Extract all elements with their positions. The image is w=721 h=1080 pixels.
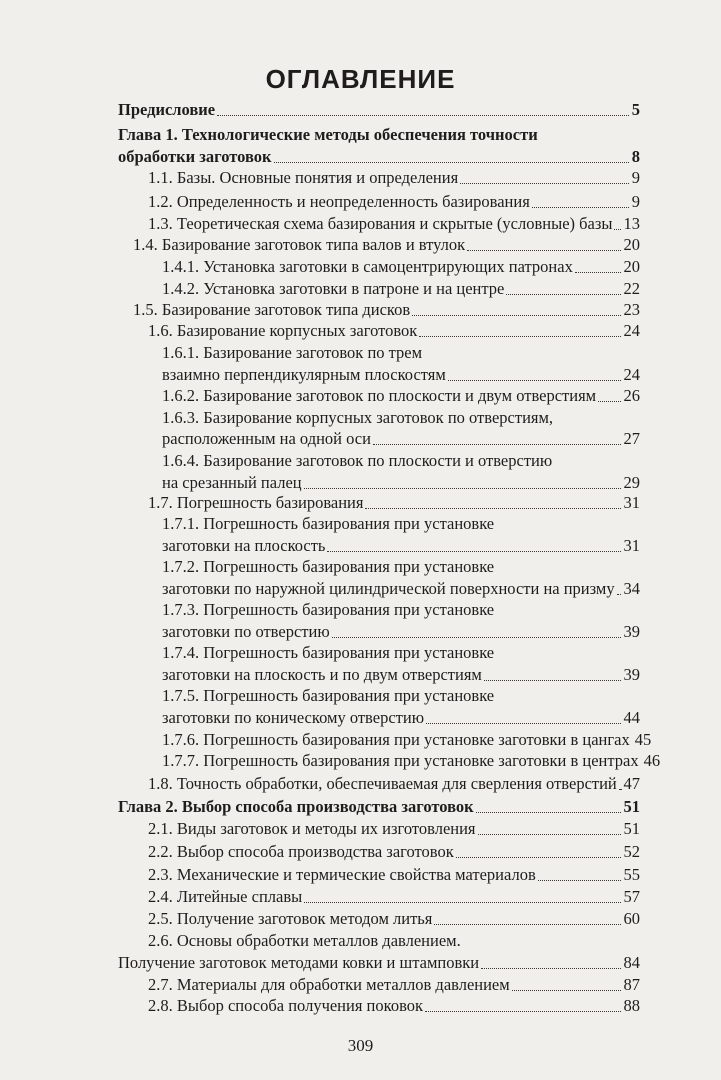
toc-entry-text: 1.4.2. Установка заготовки в патроне и на центре <box>162 279 505 298</box>
toc-entry <box>118 796 640 818</box>
toc-entry-text: Глава 1. Технологические методы обеспечения точности <box>118 125 538 144</box>
toc-entry-page: 87 <box>623 975 640 994</box>
toc-entry <box>162 664 640 686</box>
toc-entry <box>148 995 640 1017</box>
toc-leader-dots <box>506 294 620 295</box>
toc-leader-dots <box>598 401 620 402</box>
toc-entry-text: 1.4. Базирование заготовок типа валов и втулок <box>133 235 466 254</box>
toc-entry-text: 1.7.3. Погрешность базирования при установке <box>162 600 495 619</box>
toc-entry-text: 1.1. Базы. Основные понятия и определения <box>148 168 459 187</box>
toc-leader-dots <box>619 789 621 790</box>
toc-entry <box>162 513 494 535</box>
toc-entry-text: 2.4. Литейные сплавы <box>148 887 303 906</box>
toc-entry <box>162 364 640 386</box>
toc-entry <box>148 886 640 908</box>
toc-entry <box>118 99 640 121</box>
toc-leader-dots <box>327 551 620 552</box>
toc-entry-page: 22 <box>623 279 640 298</box>
toc-entry-text: Глава 2. Выбор способа производства заготовок <box>118 797 474 816</box>
toc-leader-dots <box>538 880 621 881</box>
toc-entry-text: 1.2. Определенность и неопределенность базирования <box>148 192 530 211</box>
toc-entry <box>148 320 640 342</box>
toc-entry-text: 2.8. Выбор способа получения поковок <box>148 996 424 1015</box>
toc-entry <box>148 773 640 795</box>
toc-entry-text: 1.7. Погрешность базирования <box>148 493 364 512</box>
toc-entry <box>162 407 553 429</box>
toc-leader-dots <box>274 162 629 163</box>
toc-entry-text: заготовки по коническому отверстию <box>162 708 425 727</box>
toc-entry <box>162 578 640 600</box>
toc-leader-dots <box>412 315 620 316</box>
toc-entry-text: 1.6. Базирование корпусных заготовок <box>148 321 418 340</box>
toc-entry-text: 1.4.1. Установка заготовки в самоцентрирующих патронах <box>162 257 573 276</box>
toc-entry-text: 1.6.4. Базирование заготовок по плоскости и отверстию <box>162 451 553 470</box>
toc-entry-text: 1.5. Базирование заготовок типа дисков <box>133 300 411 319</box>
toc-entry-page: 8 <box>631 147 640 166</box>
toc-leader-dots <box>425 1011 620 1012</box>
toc-leader-dots <box>484 680 621 681</box>
toc-entry-text: 2.3. Механические и термические свойства материалов <box>148 865 536 884</box>
toc-leader-dots <box>512 990 621 991</box>
toc-entry-text: 1.7.7. Погрешность базирования при установке заготовки в центрах <box>162 751 639 770</box>
toc-entry-text: 2.6. Основы обработки металлов давлением. <box>148 931 461 950</box>
toc-entry <box>162 621 640 643</box>
toc-entry-text: 1.7.5. Погрешность базирования при установке <box>162 686 495 705</box>
toc-entry-page: 84 <box>623 953 640 972</box>
toc-leader-dots <box>617 594 621 595</box>
toc-entry <box>148 492 640 514</box>
toc-entry-text: 2.2. Выбор способа производства заготовок <box>148 842 454 861</box>
toc-entry <box>148 974 640 996</box>
toc-entry-text: 1.6.3. Базирование корпусных заготовок по отверстиям, <box>162 408 554 427</box>
toc-entry <box>148 167 640 189</box>
toc-entry-page: 24 <box>623 365 640 384</box>
toc-entry-page: 47 <box>623 774 640 793</box>
toc-entry-page: 45 <box>634 730 652 749</box>
toc-entry-page: 34 <box>623 579 640 598</box>
toc-leader-dots <box>467 250 620 251</box>
toc-entry <box>162 707 640 729</box>
toc-entry <box>162 472 640 494</box>
toc-entry-text: заготовки по отверстию <box>162 622 330 641</box>
toc-entry-text: 1.8. Точность обработки, обеспечиваемая для сверления отверстий <box>148 774 617 793</box>
toc-entry-page: 31 <box>623 536 640 555</box>
toc-entry <box>133 234 640 256</box>
page-title: ОГЛАВЛЕНИЕ <box>265 64 456 94</box>
toc-entry <box>162 642 494 664</box>
toc-entry-text: 2.7. Материалы для обработки металлов давлением <box>148 975 510 994</box>
toc-leader-dots <box>456 857 621 858</box>
toc-leader-dots <box>419 336 620 337</box>
toc-leader-dots <box>476 812 621 813</box>
page-number: 309 <box>347 1036 374 1055</box>
toc-entry-page: 55 <box>623 865 640 884</box>
toc-entry <box>162 599 494 621</box>
toc-entry-page: 52 <box>623 842 640 861</box>
toc-leader-dots <box>460 183 629 184</box>
toc-leader-dots <box>373 444 621 445</box>
toc-entry <box>118 124 538 146</box>
toc-leader-dots <box>532 207 629 208</box>
toc-entry-text: 2.5. Получение заготовок методом литья <box>148 909 433 928</box>
toc-entry-text: 1.7.4. Погрешность базирования при установке <box>162 643 495 662</box>
toc-leader-dots <box>575 272 621 273</box>
toc-entry <box>162 342 422 364</box>
toc-entry <box>148 213 640 235</box>
toc-entry-page: 44 <box>623 708 640 727</box>
toc-entry-page: 23 <box>623 300 640 319</box>
toc-entry-page: 26 <box>623 386 640 405</box>
toc-entry <box>162 256 640 278</box>
toc-entry-text: заготовки на плоскость <box>162 536 326 555</box>
toc-entry-text: 1.7.1. Погрешность базирования при установке <box>162 514 495 533</box>
toc-entry-text: взаимно перпендикулярным плоскостям <box>162 365 446 384</box>
toc-entry-text: 1.6.1. Базирование заготовок по трем <box>162 343 423 362</box>
toc-entry-text: Получение заготовок методами ковки и штамповки <box>118 953 480 972</box>
toc-entry-text: обработки заготовок <box>118 147 272 166</box>
toc-entry-page: 51 <box>623 819 640 838</box>
toc-leader-dots <box>614 229 620 230</box>
toc-entry-text: 1.7.2. Погрешность базирования при установке <box>162 557 495 576</box>
toc-entry <box>162 428 640 450</box>
toc-entry <box>148 191 640 213</box>
toc-entry-page: 60 <box>623 909 640 928</box>
toc-leader-dots <box>217 115 629 116</box>
toc-leader-dots <box>448 380 621 381</box>
toc-entry-page: 27 <box>623 429 640 448</box>
toc-entry <box>162 729 652 751</box>
toc-entry-page: 20 <box>623 257 640 276</box>
toc-entry-page: 57 <box>623 887 640 906</box>
toc-entry-page: 29 <box>623 473 640 492</box>
toc-entry-page: 39 <box>623 665 640 684</box>
toc-entry <box>118 952 640 974</box>
toc-entry-page: 9 <box>631 192 640 211</box>
toc-entry-page: 5 <box>631 100 640 119</box>
toc-entry-page: 46 <box>643 751 661 770</box>
toc-entry-page: 13 <box>623 214 640 233</box>
toc-entry <box>133 299 640 321</box>
toc-leader-dots <box>332 637 621 638</box>
toc-leader-dots <box>365 508 620 509</box>
toc-leader-dots <box>478 834 621 835</box>
toc-entry-text: расположенным на одной оси <box>162 429 371 448</box>
toc-entry <box>162 750 661 772</box>
toc-entry <box>162 385 640 407</box>
toc-entry <box>118 146 640 168</box>
toc-entry <box>162 278 640 300</box>
toc-entry <box>162 685 494 707</box>
toc-entry-page: 20 <box>623 235 640 254</box>
toc-entry <box>148 908 640 930</box>
toc-leader-dots <box>434 924 620 925</box>
toc-entry-text: заготовки по наружной цилиндрической поверхности на призму <box>162 579 615 598</box>
toc-entry-page: 51 <box>623 797 640 816</box>
toc-leader-dots <box>426 723 620 724</box>
toc-entry-page: 24 <box>623 321 640 340</box>
toc-leader-dots <box>481 968 620 969</box>
toc-entry-text: 1.7.6. Погрешность базирования при установке заготовки в цангах <box>162 730 630 749</box>
toc-entry <box>162 450 552 472</box>
toc-entry <box>148 841 640 863</box>
toc-entry-text: 2.1. Виды заготовок и методы их изготовления <box>148 819 476 838</box>
toc-entry-text: 1.6.2. Базирование заготовок по плоскости и двум отверстиям <box>162 386 597 405</box>
toc-entry-page: 9 <box>631 168 640 187</box>
toc-entry-text: на срезанный палец <box>162 473 302 492</box>
toc-leader-dots <box>304 902 620 903</box>
toc-entry-text: заготовки на плоскость и по двум отверстиям <box>162 665 482 684</box>
toc-entry-page: 39 <box>623 622 640 641</box>
toc-entry <box>162 556 494 578</box>
toc-entry-page: 88 <box>623 996 640 1015</box>
toc-entry <box>148 864 640 886</box>
toc-entry-text: 1.3. Теоретическая схема базирования и скрытые (условные) базы <box>148 214 613 233</box>
toc-entry <box>148 930 461 952</box>
toc-entry-text: Предисловие <box>118 100 216 119</box>
toc-entry-page: 31 <box>623 493 640 512</box>
toc-entry <box>148 818 640 840</box>
toc-entry <box>162 535 640 557</box>
toc-leader-dots <box>304 488 621 489</box>
